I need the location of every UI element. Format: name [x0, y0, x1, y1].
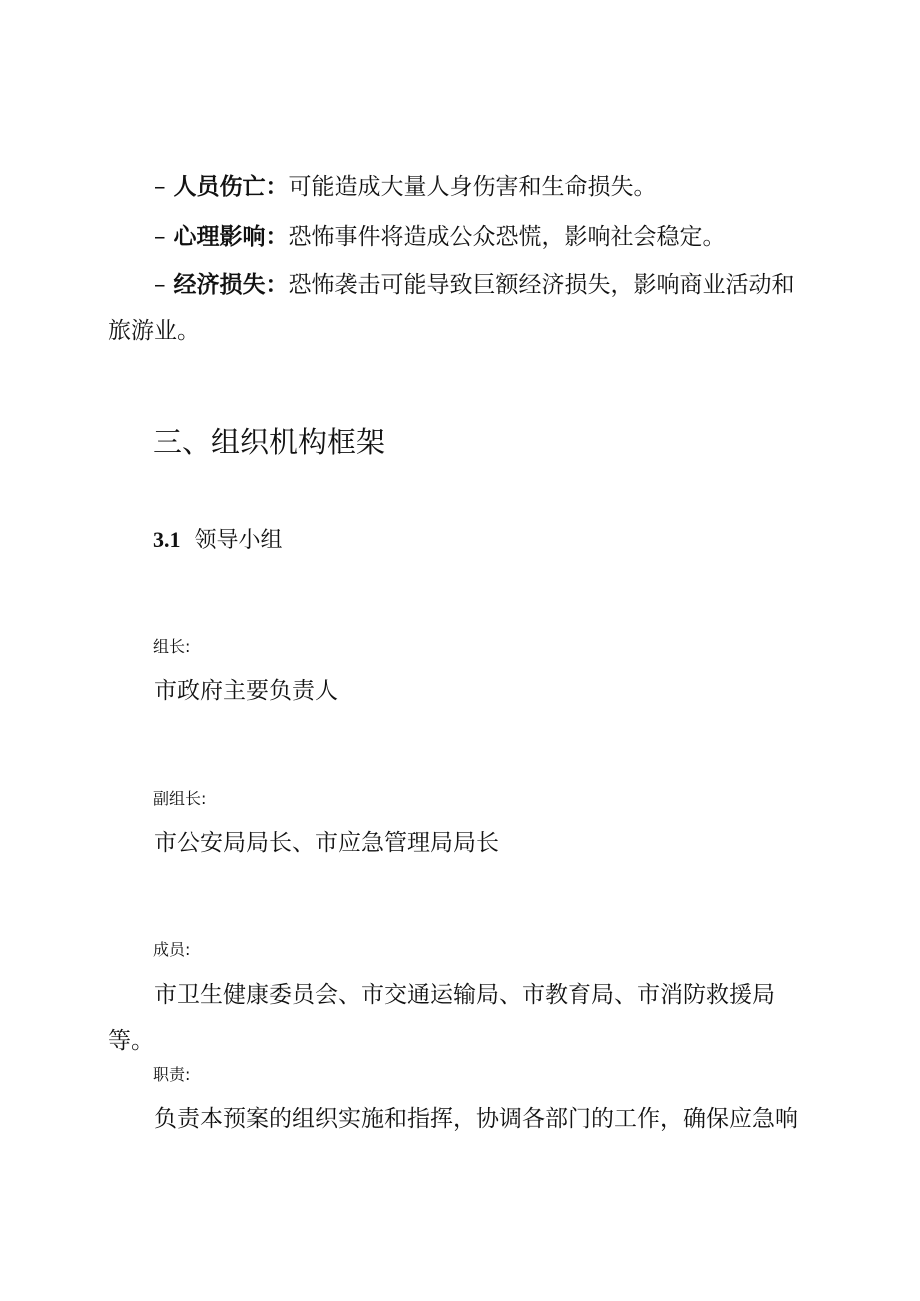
role-content-deputy: 市公安局局长、市应急管理局局长 [154, 830, 499, 856]
bullet-economic [108, 262, 808, 354]
bullet-psychological [108, 214, 808, 260]
role-content-members: 市卫生健康委员会、市交通运输局、市教育局、市消防救援局等。 [108, 982, 775, 1054]
role-label-members: 成员: [153, 940, 191, 959]
subsection-title: 领导小组 [194, 528, 283, 553]
bullet-dash: – [154, 174, 166, 200]
bullet-dash: – [154, 224, 166, 250]
section-heading: 三、组织机构框架 [153, 425, 386, 459]
bullet-text: 可能造成大量人身伤害和生命损失。 [288, 174, 657, 200]
bullet-text: 恐怖事件将造成公众恐慌，影响社会稳定。 [288, 224, 726, 250]
subsection-heading [153, 520, 283, 561]
bullet-term: 人员伤亡： [173, 174, 289, 200]
role-content-leader: 市政府主要负责人 [154, 678, 338, 704]
role-content-duties: 负责本预案的组织实施和指挥，协调各部门的工作，确保应急响 [154, 1106, 798, 1132]
role-label-duties: 职责: [153, 1065, 191, 1084]
bullet-term: 经济损失： [173, 272, 289, 298]
bullet-dash: – [154, 272, 166, 298]
role-label-deputy: 副组长: [153, 789, 207, 808]
bullet-text: 恐怖袭击可能导致巨额经济损失，影响商业活动和旅游业。 [108, 272, 795, 344]
role-label-leader: 组长: [153, 637, 191, 656]
subsection-number: 3.1 [153, 527, 181, 552]
bullet-casualties [108, 164, 808, 210]
bullet-term: 心理影响： [173, 224, 289, 250]
